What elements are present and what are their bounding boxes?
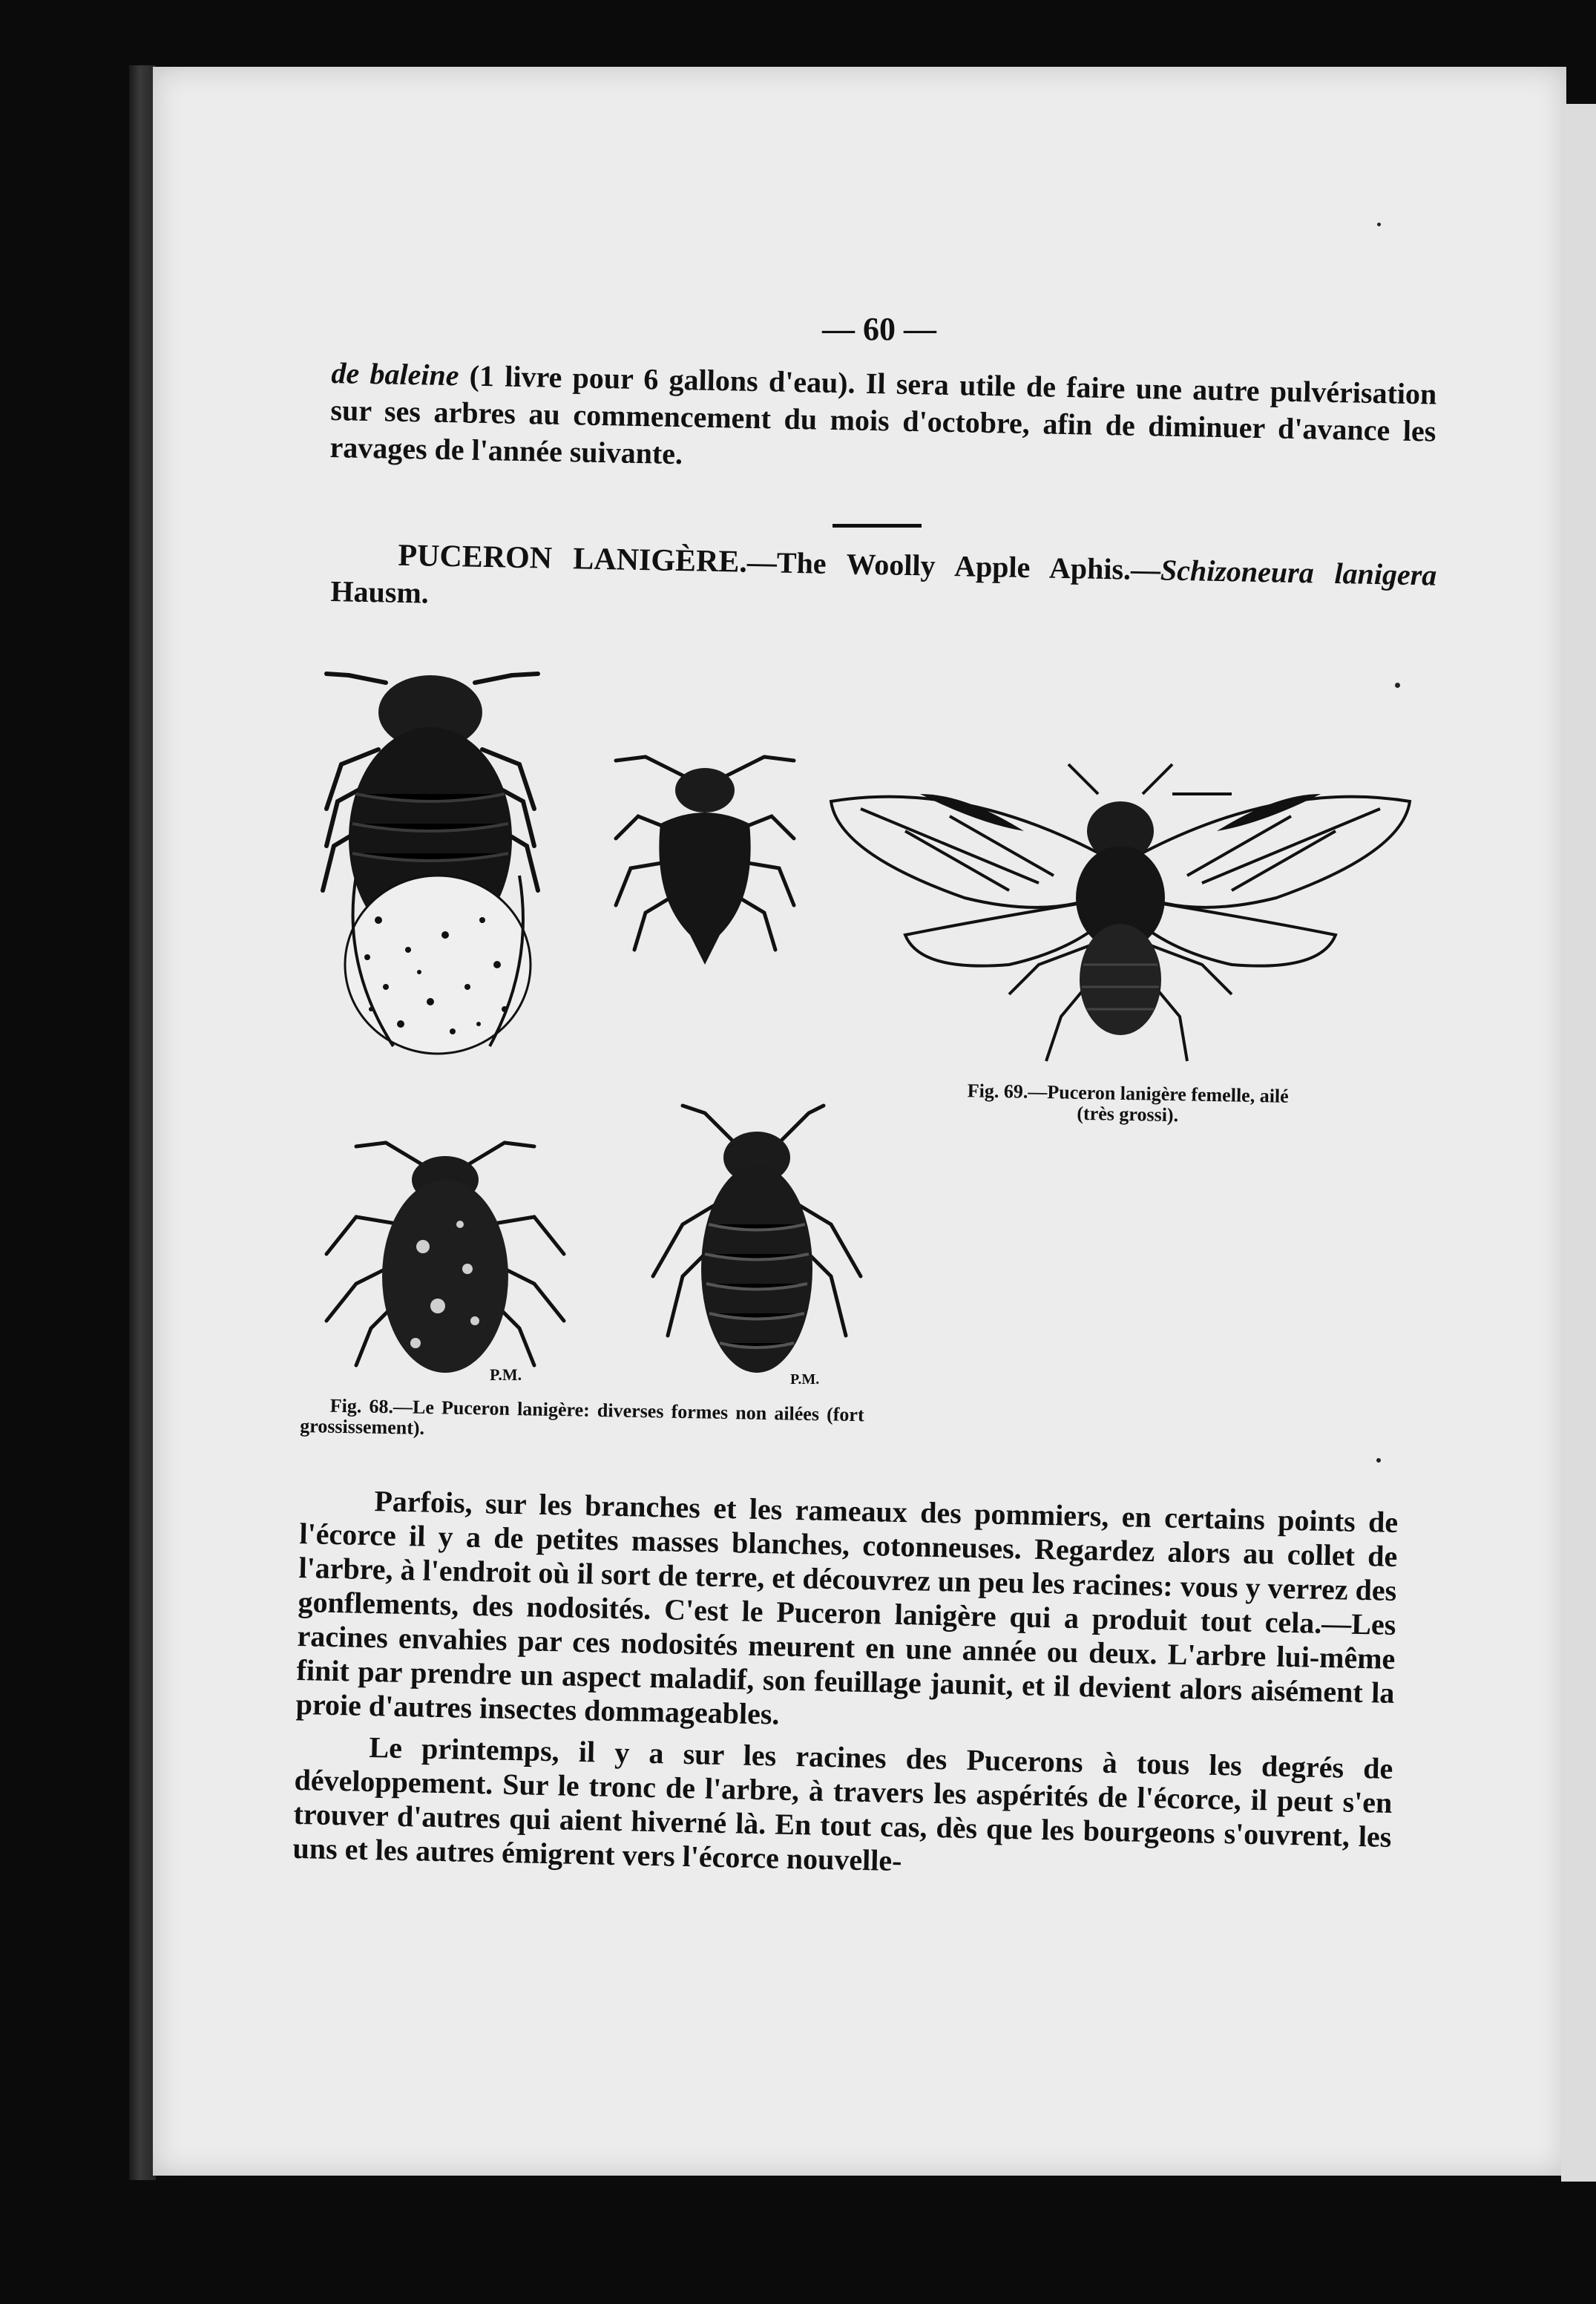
opening-paragraph [329, 355, 1437, 488]
figure-69-caption [905, 1080, 1351, 1129]
page-number: — 60 — [822, 311, 936, 347]
section-title: PUCERON LANIGÈRE. [398, 538, 748, 580]
aphid-speckled-illustration [312, 1135, 579, 1388]
aphid-woolly-illustration [297, 653, 564, 1069]
dust-speck [1376, 1458, 1381, 1463]
section-divider [833, 524, 922, 528]
dust-speck [1377, 223, 1381, 226]
body-text [292, 1483, 1399, 1896]
figure-69-caption-line2: (très grossi). [1077, 1102, 1179, 1126]
book-spine [129, 65, 156, 2180]
section-author: Hausm. [330, 574, 430, 610]
figure-69-caption-line1: Fig. 69.—Puceron lanigère femelle, ailé [967, 1080, 1289, 1107]
opening-rest: (1 livre pour 6 gallons d'eau). Il sera utile de faire une autre pulvérisation sur ses arbres au commencement du mois d'octobre, afin de diminuer d'avance les ravages de l'année suivante. [329, 358, 1437, 471]
aphid-winged-illustration [816, 749, 1425, 1076]
section-english: —The Woolly Apple Aphis.— [746, 545, 1161, 587]
dust-speck [1395, 683, 1400, 688]
section-latin: Schizoneura lanigera [1160, 553, 1437, 592]
opening-italic: de baleine [331, 355, 459, 393]
figure-initials-left: P.M. [490, 1365, 522, 1384]
body-paragraph-1: Parfois, sur les branches et les rameaux des pommiers, en certains points de l'écorce il y a de petites masses blanches, cotonneuses. Regardez alors au collet de l'arbre, à l'endroit où il sort de terre, et découvrez un peu les racines: vous y verrez des gonflements, des nodosités. C'est le Puceron lanigère qui a produit tout cela.—Les racines envahies par ces nodosités meurent en une année ou deux. L'arbre lui-même finit par prendre un aspect maladif, son feuillage jaunit, et il devient alors aisément la proie d'autres insectes dommageables. [295, 1484, 1399, 1731]
body-paragraph-2: Le printemps, il y a sur les racines des Pucerons à tous les degrés de développement. Sur le tronc de l'arbre, à travers les aspérités de l'écorce, il peut s'en trouver d'autres qui aient hiverné là. En tout cas, dès que les bourgeons s'ouvrent, les uns et les autres émigrent vers l'écorce nouvelle- [292, 1730, 1393, 1878]
aphid-segmented-illustration [638, 1098, 876, 1388]
next-page-edge [1561, 104, 1596, 2182]
aphid-small-illustration [601, 742, 809, 994]
figure-initials-right: P.M. [790, 1371, 820, 1388]
figure-68-caption-text: Fig. 68.—Le Puceron lanigère: diverses formes non ailées (fort grossissement). [300, 1394, 864, 1439]
